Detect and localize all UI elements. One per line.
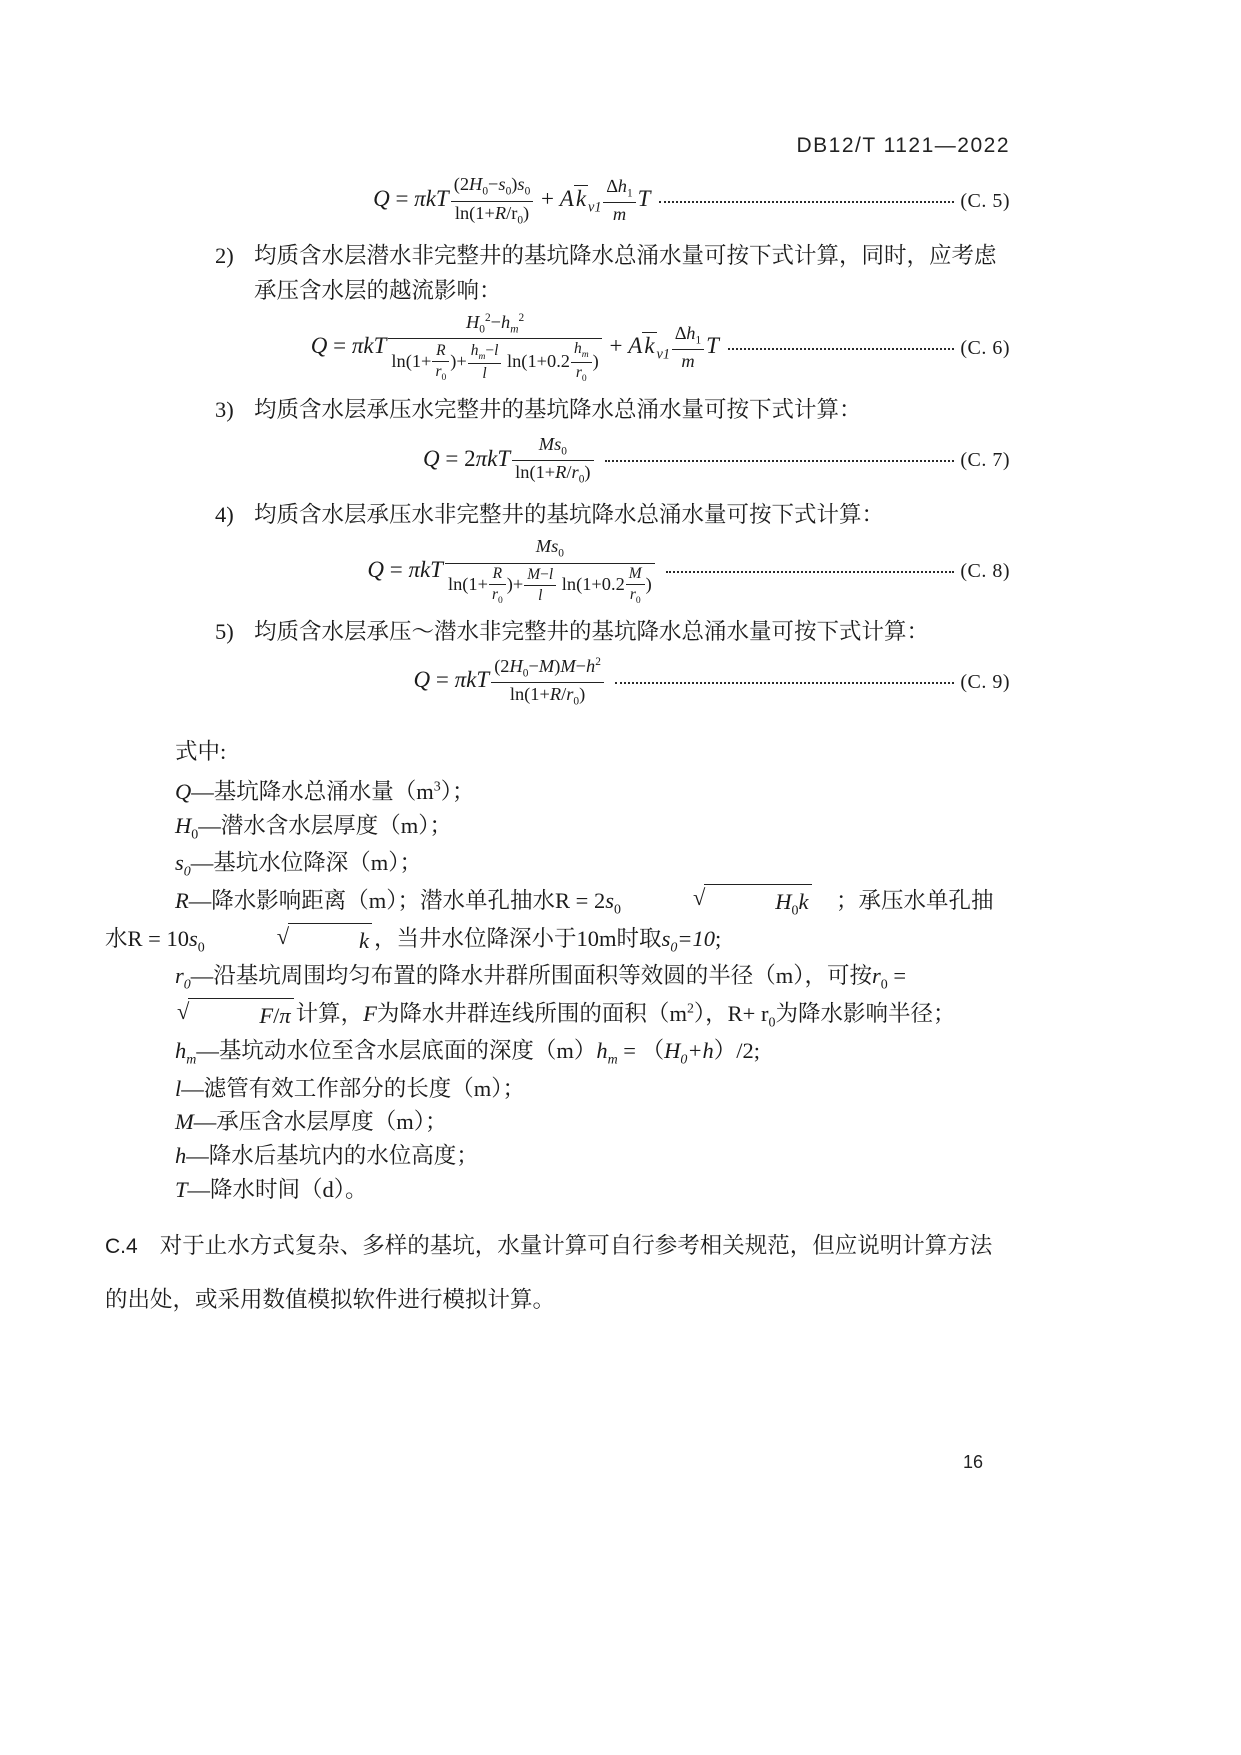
dot-leader	[659, 201, 954, 203]
page-number: 16	[962, 1452, 983, 1472]
equation-number-c8: (C. 8)	[960, 559, 1010, 582]
list-item-2	[215, 238, 1010, 308]
item-text: 均质含水层承压水完整井的基坑降水总涌水量可按下式计算：	[254, 397, 862, 423]
equation-number-c9: (C. 9)	[960, 670, 1010, 693]
item-number: 3)	[215, 397, 234, 423]
equation-line-c9	[105, 653, 1010, 711]
equation-line-c5	[105, 172, 1010, 230]
item-text: 均质含水层潜水非完整井的基坑降水总涌水量可按下式计算，同时，应考虑承压含水层的越流影响：	[254, 243, 997, 304]
formula-c7: Q = 2πkT $\frac{Ms_0}{\ln(1+R/r_0)}$	[423, 434, 596, 487]
equation-line-c6	[105, 312, 1010, 384]
equation-number-c7: (C. 7)	[960, 448, 1010, 471]
dot-leader	[605, 460, 955, 462]
formula-c5: Q = πkT $\frac{(2H_0-s_0)s_0}{\ln(1+R/r_0)}$ + Ak $_{v1}$ $\frac{\Delta h_1}{m}$ T	[373, 174, 651, 227]
definition-hm: $h_m—$基坑动水位至含水层底面的深度$(m)h_m = (H_0+h)/2$;	[175, 1038, 761, 1068]
definition-T: T—降水时间（d）。	[175, 1176, 368, 1202]
definition-H0: $H_0—$潜水含水层厚度（m）；	[175, 812, 452, 843]
equation-number-c6: (C. 6)	[960, 336, 1010, 359]
item-text: 均质含水层承压～潜水非完整井的基坑降水总涌水量可按下式计算：	[254, 619, 930, 645]
definition-Q: Q—基坑降水总涌水量$(m^3)$；	[175, 778, 475, 804]
item-text: 均质含水层承压水非完整井的基坑降水总涌水量可按下式计算：	[254, 502, 885, 528]
clause-number: C.4	[105, 1234, 138, 1258]
clause-c4	[105, 1219, 1010, 1328]
formula-c9: Q = πkT $\frac{(2H_0-M)M-h^2}{\ln(1+R/r_0)}$	[414, 656, 606, 709]
dot-leader	[615, 682, 954, 684]
formula-c8: Q = πkT $Ms_0$ ln(1+ $\frac{R}{r_0}$ )+ $\frac{M-l}{l}$ ln(1+0.2 $\frac{M}{r_0}$ )	[367, 536, 656, 606]
list-item-3	[215, 392, 1010, 427]
page-content	[105, 168, 1010, 1328]
definition-s0: $s_0—$基坑水位降深（m）；	[175, 850, 422, 880]
definition-l: l—滤管有效工作部分的长度（m）；	[175, 1075, 526, 1101]
equation-line-c7	[105, 431, 1010, 489]
list-item-4	[215, 497, 1010, 532]
definition-M: M—承压含水层厚度（m）；	[175, 1109, 448, 1135]
item-number: 5)	[215, 619, 234, 645]
item-number: 2)	[215, 243, 234, 268]
equation-number-c5: (C. 5)	[960, 189, 1010, 212]
definition-R: R—降水影响距离（m）；潜水单孔抽水$R = 2s_0$ √ $H_0k$ ；承压水单孔抽水$R = 10s_0$ √ k ，当井水位降深小于10m时取$s_0=10$;	[105, 884, 1010, 960]
dot-leader	[666, 571, 955, 573]
dot-leader	[728, 348, 954, 350]
standard-code: DB12/T 1121—2022	[796, 134, 1010, 157]
item-number: 4)	[215, 502, 234, 528]
list-item-5	[215, 614, 1010, 649]
where-label: 式中:	[175, 739, 227, 765]
formula-c6: Q = πkT $H_0^2-h_m^2$ ln(1+ $\frac{R}{r_0}$ )+ $\frac{h_m-l}{l}$ ln(1+0.2 $\frac{h_m}{r_0}$ ) + Ak $_{v1}$ $\frac{\Delta h_1}{m}$ T	[310, 312, 719, 384]
clause-text: 对于止水方式复杂、多样的基坑，水量计算可自行参考相关规范，但应说明计算方法的出处，或采用数值模拟软件进行模拟计算。	[105, 1232, 993, 1313]
definition-h: h—降水后基坑内的水位高度；	[175, 1143, 479, 1169]
definition-r0: $r_0—$沿基坑周围均匀布置的降水井群所围面积等效圆的半径（m），可按$r_0$ = √ F/π 计算，F为降水井群连线所围的面积$(m^2)$，$R+ r_0$为降水影响半径；	[105, 959, 1010, 1034]
equation-line-c8	[105, 536, 1010, 606]
